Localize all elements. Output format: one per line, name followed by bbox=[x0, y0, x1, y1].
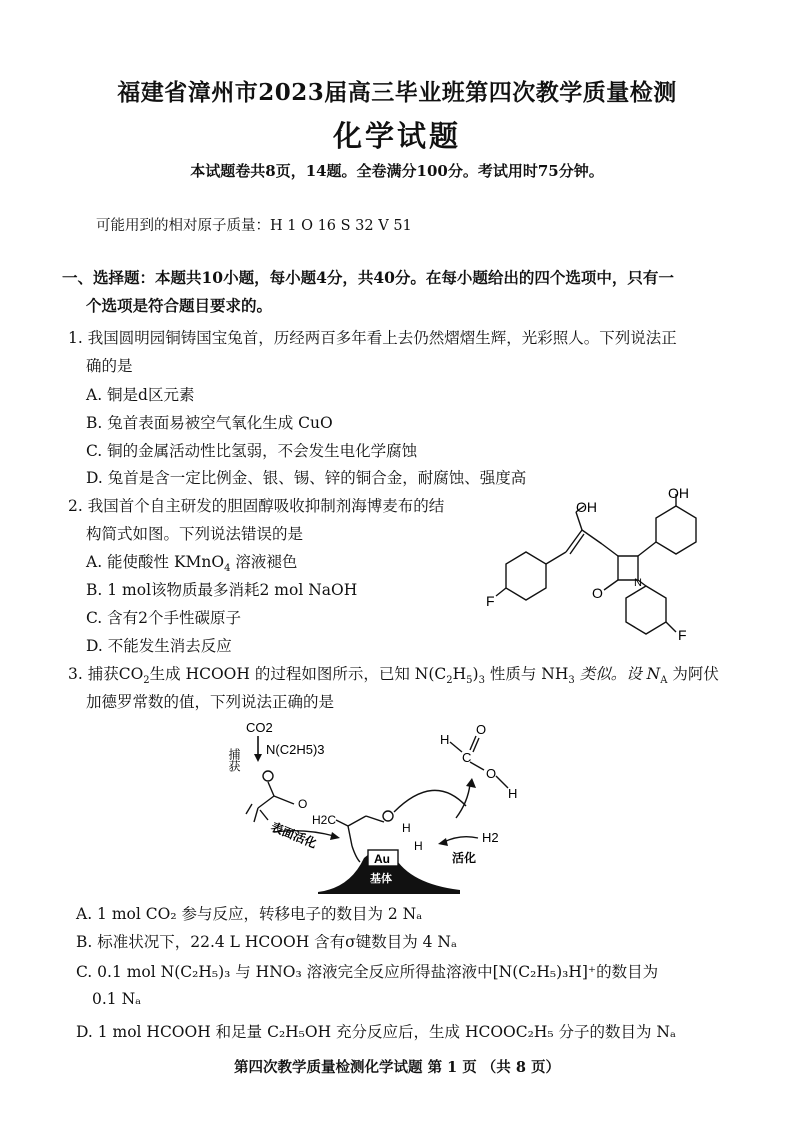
q1-option-b: B. 兔首表面易被空气氧化生成 CuO bbox=[86, 414, 333, 432]
page-footer: 第四次教学质量检测化学试题 第 1 页 （共 8 页） bbox=[234, 1059, 560, 1076]
o-label-carbamate: O bbox=[298, 797, 308, 811]
oh-label-1: OH bbox=[576, 499, 597, 515]
q2-stem-line2: 构简式如图。下列说法错误的是 bbox=[86, 525, 304, 543]
h-label-a: H bbox=[402, 821, 411, 835]
n-label: N bbox=[634, 577, 642, 589]
q2-stem-line1: 2. 我国首个自主研发的胆固醇吸收抑制剂海博麦布的结 bbox=[68, 497, 445, 515]
hcooh-h2-label: H bbox=[508, 786, 518, 801]
q2-structure-diagram bbox=[478, 486, 738, 646]
atomic-masses: 可能用到的相对原子质量：H 1 O 16 S 32 V 51 bbox=[96, 218, 412, 234]
co2-label: CO2 bbox=[246, 720, 273, 735]
f-label-2: F bbox=[678, 627, 687, 643]
q3-option-a: A. 1 mol CO₂ 参与反应，转移电子的数目为 2 Nₐ bbox=[76, 905, 423, 923]
section-instruction-line2: 个选项是符合题目要求的。 bbox=[86, 296, 273, 315]
q1-stem-line1: 1. 我国圆明园铜铸国宝兔首，历经两百多年看上去仍然熠熠生辉，光彩照人。下列说法正 bbox=[68, 329, 677, 347]
q3-option-c-line2: 0.1 Nₐ bbox=[92, 990, 142, 1008]
q3-option-c-line1: C. 0.1 mol N(C₂H₅)₃ 与 HNO₃ 溶液完全反应所得盐溶液中[N(C₂H₅)₃H]⁺的数目为 bbox=[76, 963, 659, 981]
q1-option-c: C. 铜的金属活动性比氢弱，不会发生电化学腐蚀 bbox=[86, 442, 418, 460]
fluorophenyl-ring-left bbox=[506, 552, 546, 600]
section-instruction-line1: 一、选择题：本题共10小题，每小题4分，共40分。在每小题给出的四个选项中，只有一 bbox=[62, 268, 674, 287]
au-label: Au bbox=[374, 852, 390, 866]
q3-option-b: B. 标准状况下，22.4 L HCOOH 含有σ键数目为 4 Nₐ bbox=[76, 933, 457, 951]
o-label: O bbox=[592, 585, 603, 601]
hcooh-o1-label: O bbox=[476, 722, 487, 737]
exam-title: 福建省漳州市2023届高三毕业班第四次教学质量检测 bbox=[117, 79, 677, 106]
exam-info: 本试题卷共8页，14题。全卷满分100分。考试用时75分钟。 bbox=[190, 162, 604, 180]
fluorophenyl-ring-right bbox=[626, 586, 666, 634]
h2-label: H2 bbox=[482, 830, 499, 845]
q2-option-b: B. 1 mol该物质最多消耗2 mol NaOH bbox=[86, 581, 358, 599]
q3-stem-line1: 3. 捕获$CO_2$生成 HCOOH 的过程如图所示，已知 $N(C_2H_5)_3$ 性质与 $NH_3$ 类似。设 $N_A$ 为阿伏 bbox=[68, 665, 719, 687]
q2-option-d: D. 不能发生消去反应 bbox=[86, 637, 232, 655]
surface-activation-label: 表面活化 bbox=[268, 819, 319, 851]
f-label-1: F bbox=[486, 593, 495, 609]
hcooh-c-label: C bbox=[462, 750, 472, 765]
oh-label-2: OH bbox=[668, 486, 689, 501]
q1-stem-line2: 确的是 bbox=[86, 357, 133, 375]
h2c-label: H2C bbox=[312, 813, 337, 827]
activate-label: 活化 bbox=[452, 851, 477, 865]
q1-option-d: D. 兔首是含一定比例金、银、锡、锌的铜合金，耐腐蚀、强度高 bbox=[86, 469, 527, 487]
q2-option-c: C. 含有2个手性碳原子 bbox=[86, 609, 242, 627]
q3-mechanism-diagram bbox=[224, 712, 544, 896]
hcooh-h-label: H bbox=[440, 732, 450, 747]
hcooh-o2-label: O bbox=[486, 766, 497, 781]
amine-label: N(C2H5)3 bbox=[266, 742, 325, 757]
q1-option-a: A. 铜是d区元素 bbox=[86, 386, 195, 404]
phenol-ring bbox=[656, 506, 696, 554]
q3-option-d: D. 1 mol HCOOH 和足量 C₂H₅OH 充分反应后，生成 HCOOC₂H₅ 分子的数目为 Nₐ bbox=[76, 1023, 676, 1041]
capture-label: 捕获 bbox=[227, 748, 241, 772]
q2-option-a: A. 能使酸性 KMnO$_4$ 溶液褪色 bbox=[86, 553, 298, 575]
h-label-b: H bbox=[414, 839, 423, 853]
substrate-label: 基体 bbox=[370, 873, 392, 885]
q3-stem-line2: 加德罗常数的值，下列说法正确的是 bbox=[86, 693, 335, 711]
subject-title: 化学试题 bbox=[332, 119, 461, 153]
